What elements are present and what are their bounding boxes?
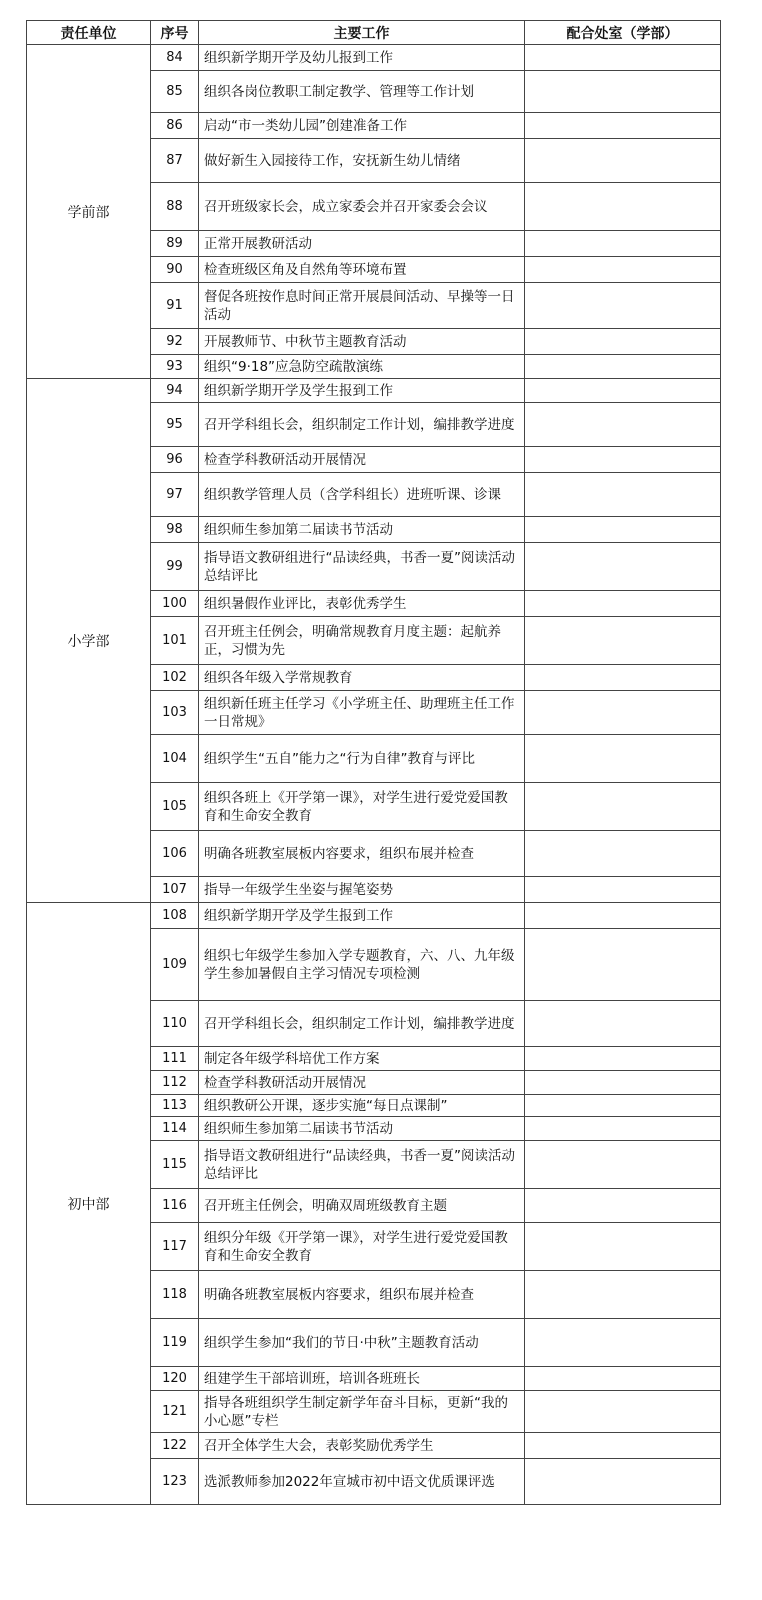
- main-task-cell: 开展教师节、中秋节主题教育活动: [199, 329, 525, 355]
- serial-number-cell: 122: [151, 1433, 199, 1459]
- main-task-cell: 组织学生“五自”能力之“行为自律”教育与评比: [199, 735, 525, 783]
- main-task-cell: 组织教学管理人员（含学科组长）进班听课、诊课: [199, 473, 525, 517]
- main-task-cell: 明确各班教室展板内容要求，组织布展并检查: [199, 831, 525, 877]
- serial-number-cell: 104: [151, 735, 199, 783]
- cooperating-dept-cell: [525, 591, 721, 617]
- serial-number-cell: 111: [151, 1047, 199, 1071]
- serial-number-cell: 110: [151, 1001, 199, 1047]
- table-row: [27, 379, 721, 403]
- serial-number-cell: 109: [151, 929, 199, 1001]
- serial-number-cell: 121: [151, 1391, 199, 1433]
- serial-number-cell: 106: [151, 831, 199, 877]
- cooperating-dept-cell: [525, 183, 721, 231]
- task-table-sheet: [26, 20, 720, 1505]
- cooperating-dept-cell: [525, 1071, 721, 1095]
- serial-number-cell: 107: [151, 877, 199, 903]
- main-task-cell: 组织新任班主任学习《小学班主任、助理班主任工作一日常规》: [199, 691, 525, 735]
- main-task-cell: 指导各班组织学生制定新学年奋斗目标，更新“我的小心愿”专栏: [199, 1391, 525, 1433]
- main-task-cell: 明确各班教室展板内容要求，组织布展并检查: [199, 1271, 525, 1319]
- main-task-cell: 组织师生参加第二届读书节活动: [199, 517, 525, 543]
- cooperating-dept-cell: [525, 1459, 721, 1505]
- cooperating-dept-cell: [525, 1367, 721, 1391]
- main-task-cell: 组织教研公开课，逐步实施“每日点课制”: [199, 1095, 525, 1117]
- cooperating-dept-cell: [525, 473, 721, 517]
- main-task-cell: 组织新学期开学及学生报到工作: [199, 379, 525, 403]
- serial-number-cell: 118: [151, 1271, 199, 1319]
- serial-number-cell: 117: [151, 1223, 199, 1271]
- cooperating-dept-cell: [525, 1141, 721, 1189]
- cooperating-dept-cell: [525, 735, 721, 783]
- main-task-cell: 组织分年级《开学第一课》，对学生进行爱党爱国教育和生命安全教育: [199, 1223, 525, 1271]
- responsible-unit-cell: 学前部: [27, 45, 151, 379]
- cooperating-dept-cell: [525, 1433, 721, 1459]
- cooperating-dept-cell: [525, 517, 721, 543]
- cooperating-dept-cell: [525, 1189, 721, 1223]
- main-task-cell: 启动“市一类幼儿园”创建准备工作: [199, 113, 525, 139]
- serial-number-cell: 98: [151, 517, 199, 543]
- serial-number-cell: 92: [151, 329, 199, 355]
- cooperating-dept-cell: [525, 329, 721, 355]
- serial-number-cell: 96: [151, 447, 199, 473]
- main-task-cell: 召开班级家长会，成立家委会并召开家委会会议: [199, 183, 525, 231]
- header-no: 序号: [151, 21, 199, 45]
- main-task-cell: 检查学科教研活动开展情况: [199, 447, 525, 473]
- cooperating-dept-cell: [525, 1095, 721, 1117]
- header-row: [27, 21, 721, 45]
- serial-number-cell: 89: [151, 231, 199, 257]
- responsible-unit-cell: 小学部: [27, 379, 151, 903]
- cooperating-dept-cell: [525, 231, 721, 257]
- responsible-unit-cell: 初中部: [27, 903, 151, 1505]
- main-task-cell: 督促各班按作息时间正常开展晨间活动、早操等一日活动: [199, 283, 525, 329]
- main-task-cell: 组织暑假作业评比，表彰优秀学生: [199, 591, 525, 617]
- serial-number-cell: 97: [151, 473, 199, 517]
- cooperating-dept-cell: [525, 1319, 721, 1367]
- cooperating-dept-cell: [525, 45, 721, 71]
- cooperating-dept-cell: [525, 617, 721, 665]
- serial-number-cell: 115: [151, 1141, 199, 1189]
- table-row: [27, 903, 721, 929]
- main-task-cell: 组织各年级入学常规教育: [199, 665, 525, 691]
- main-task-cell: 召开学科组长会，组织制定工作计划，编排教学进度: [199, 403, 525, 447]
- cooperating-dept-cell: [525, 447, 721, 473]
- main-task-cell: 选派教师参加2022年宣城市初中语文优质课评选: [199, 1459, 525, 1505]
- cooperating-dept-cell: [525, 257, 721, 283]
- serial-number-cell: 113: [151, 1095, 199, 1117]
- main-task-cell: 检查学科教研活动开展情况: [199, 1071, 525, 1095]
- cooperating-dept-cell: [525, 929, 721, 1001]
- serial-number-cell: 105: [151, 783, 199, 831]
- main-task-cell: 指导一年级学生坐姿与握笔姿势: [199, 877, 525, 903]
- serial-number-cell: 85: [151, 71, 199, 113]
- cooperating-dept-cell: [525, 1047, 721, 1071]
- cooperating-dept-cell: [525, 1271, 721, 1319]
- serial-number-cell: 94: [151, 379, 199, 403]
- serial-number-cell: 108: [151, 903, 199, 929]
- main-task-cell: 检查班级区角及自然角等环境布置: [199, 257, 525, 283]
- cooperating-dept-cell: [525, 283, 721, 329]
- serial-number-cell: 84: [151, 45, 199, 71]
- cooperating-dept-cell: [525, 903, 721, 929]
- main-task-cell: 召开班主任例会，明确常规教育月度主题：起航养正，习惯为先: [199, 617, 525, 665]
- serial-number-cell: 123: [151, 1459, 199, 1505]
- cooperating-dept-cell: [525, 355, 721, 379]
- cooperating-dept-cell: [525, 543, 721, 591]
- main-task-cell: 组织新学期开学及幼儿报到工作: [199, 45, 525, 71]
- serial-number-cell: 101: [151, 617, 199, 665]
- main-task-cell: 组织各班上《开学第一课》，对学生进行爱党爱国教育和生命安全教育: [199, 783, 525, 831]
- main-task-cell: 组织各岗位教职工制定教学、管理等工作计划: [199, 71, 525, 113]
- serial-number-cell: 119: [151, 1319, 199, 1367]
- header-dept: 配合处室（学部）: [525, 21, 721, 45]
- cooperating-dept-cell: [525, 139, 721, 183]
- main-task-cell: 召开学科组长会，组织制定工作计划，编排教学进度: [199, 1001, 525, 1047]
- serial-number-cell: 88: [151, 183, 199, 231]
- serial-number-cell: 87: [151, 139, 199, 183]
- main-task-cell: 制定各年级学科培优工作方案: [199, 1047, 525, 1071]
- main-task-cell: 组织新学期开学及学生报到工作: [199, 903, 525, 929]
- main-task-cell: 指导语文教研组进行“品读经典，书香一夏”阅读活动总结评比: [199, 1141, 525, 1189]
- cooperating-dept-cell: [525, 877, 721, 903]
- main-task-cell: 正常开展教研活动: [199, 231, 525, 257]
- cooperating-dept-cell: [525, 113, 721, 139]
- serial-number-cell: 99: [151, 543, 199, 591]
- table-row: [27, 45, 721, 71]
- serial-number-cell: 95: [151, 403, 199, 447]
- main-task-cell: 组织七年级学生参加入学专题教育，六、八、九年级学生参加暑假自主学习情况专项检测: [199, 929, 525, 1001]
- serial-number-cell: 116: [151, 1189, 199, 1223]
- serial-number-cell: 90: [151, 257, 199, 283]
- serial-number-cell: 103: [151, 691, 199, 735]
- cooperating-dept-cell: [525, 379, 721, 403]
- cooperating-dept-cell: [525, 1117, 721, 1141]
- cooperating-dept-cell: [525, 691, 721, 735]
- header-unit: 责任单位: [27, 21, 151, 45]
- cooperating-dept-cell: [525, 831, 721, 877]
- cooperating-dept-cell: [525, 403, 721, 447]
- cooperating-dept-cell: [525, 1001, 721, 1047]
- cooperating-dept-cell: [525, 1391, 721, 1433]
- task-table: [26, 20, 721, 1505]
- main-task-cell: 组织师生参加第二届读书节活动: [199, 1117, 525, 1141]
- cooperating-dept-cell: [525, 665, 721, 691]
- header-task: 主要工作: [199, 21, 525, 45]
- cooperating-dept-cell: [525, 1223, 721, 1271]
- cooperating-dept-cell: [525, 71, 721, 113]
- serial-number-cell: 93: [151, 355, 199, 379]
- serial-number-cell: 91: [151, 283, 199, 329]
- main-task-cell: 组建学生干部培训班，培训各班班长: [199, 1367, 525, 1391]
- main-task-cell: 做好新生入园接待工作，安抚新生幼儿情绪: [199, 139, 525, 183]
- serial-number-cell: 86: [151, 113, 199, 139]
- serial-number-cell: 120: [151, 1367, 199, 1391]
- serial-number-cell: 100: [151, 591, 199, 617]
- main-task-cell: 召开全体学生大会，表彰奖励优秀学生: [199, 1433, 525, 1459]
- serial-number-cell: 112: [151, 1071, 199, 1095]
- main-task-cell: 召开班主任例会，明确双周班级教育主题: [199, 1189, 525, 1223]
- main-task-cell: 组织学生参加“我们的节日·中秋”主题教育活动: [199, 1319, 525, 1367]
- main-task-cell: 组织“9·18”应急防空疏散演练: [199, 355, 525, 379]
- serial-number-cell: 102: [151, 665, 199, 691]
- serial-number-cell: 114: [151, 1117, 199, 1141]
- cooperating-dept-cell: [525, 783, 721, 831]
- main-task-cell: 指导语文教研组进行“品读经典，书香一夏”阅读活动总结评比: [199, 543, 525, 591]
